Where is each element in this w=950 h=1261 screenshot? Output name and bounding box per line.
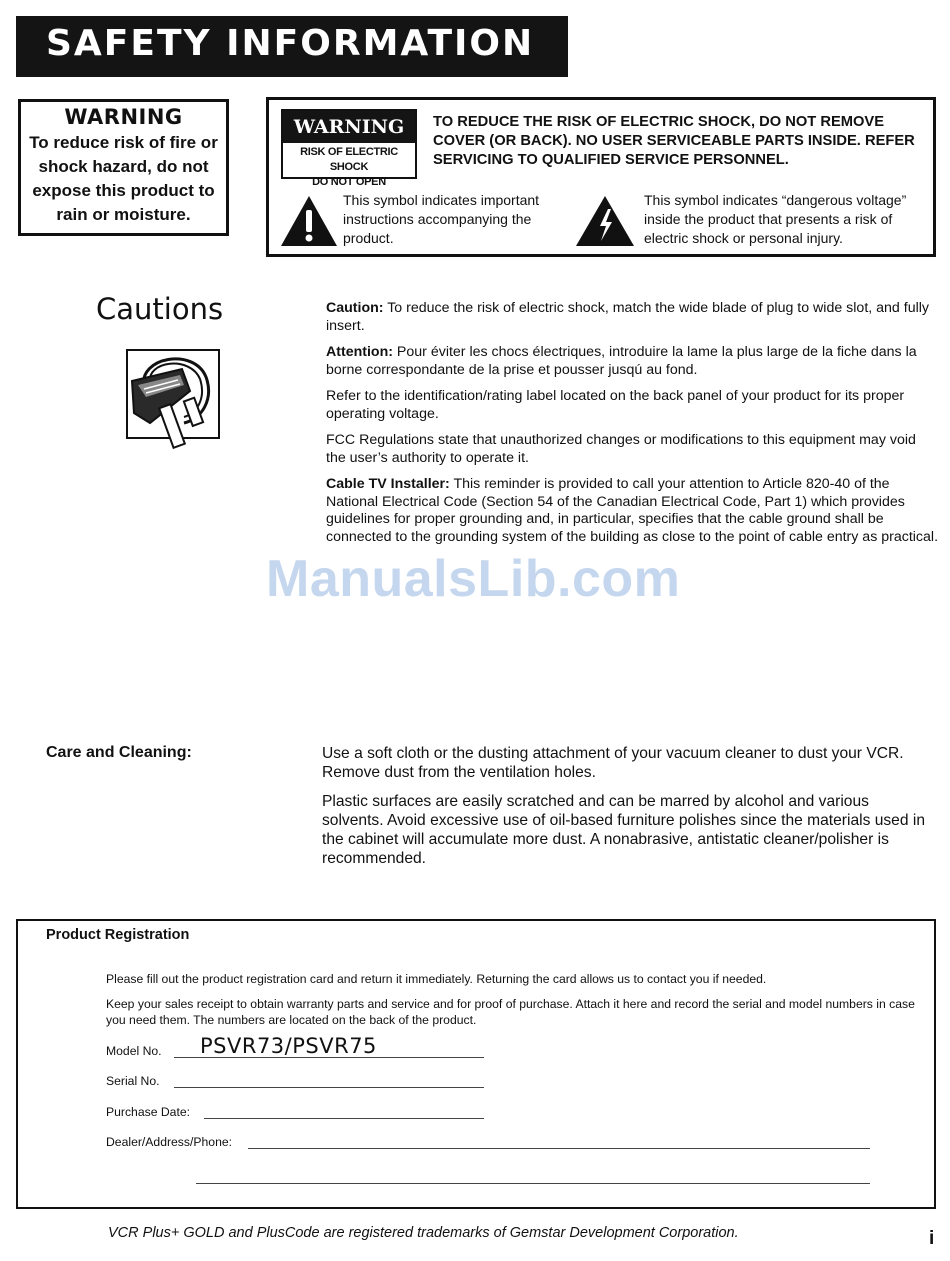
symbol1-text: This symbol indicates important instructions accompanying the product.	[343, 192, 540, 246]
shock-label-line1: RISK OF ELECTRIC SHOCK	[300, 146, 398, 173]
dealer-label: Dealer/Address/Phone:	[106, 1135, 233, 1149]
serial-line[interactable]	[174, 1087, 484, 1088]
registration-title: Product Registration	[46, 927, 190, 943]
caution-item	[326, 432, 938, 467]
caution-item	[326, 344, 938, 379]
trademark-footer: VCR Plus+ GOLD and PlusCode are registered trademarks of Gemstar Development Corporation.	[108, 1225, 739, 1241]
model-label: Model No.	[106, 1044, 162, 1058]
symbol2-text: This symbol indicates “dangerous voltage” inside the product that presents a risk of electric shock or personal injury.	[644, 192, 907, 246]
caution-item	[326, 300, 938, 335]
title-bar	[16, 16, 568, 77]
caution-item-label: Cable TV Installer:	[326, 476, 450, 492]
page-number: i	[929, 1228, 935, 1249]
model-value: PSVR73/PSVR75	[200, 1034, 377, 1058]
shock-warning-label	[281, 109, 417, 188]
caution-item-text: Pour éviter les chocs électriques, introduire la lame la plus large de la fiche dans la borne correspondante de la prise et pousser jusqú au fond.	[326, 344, 917, 378]
caution-item-text: FCC Regulations state that unauthorized changes or modifications to this equipment may void the user’s authority to operate it.	[326, 432, 916, 466]
caution-item-text: This reminder is provided to call your attention to Article 820-40 of the National Electrical Code (Section 54 of the Canadian Electrical Code, Part 1) which provides guidelines for proper grounding and, in particular, specifies that the cable ground shall be connected to the grounding system of the building as close to the point of cable entry as practical.	[326, 476, 939, 545]
shock-label-line2: DO NOT OPEN	[312, 176, 386, 188]
fire-warning-box	[18, 99, 229, 236]
caution-item	[326, 476, 938, 546]
shock-warning-text: TO REDUCE THE RISK OF ELECTRIC SHOCK, DO NOT REMOVE COVER (OR BACK). NO USER SERVICEABLE PARTS INSIDE. REFER SERVICING TO QUALIFIED SERVICE PERSONNEL.	[433, 114, 915, 168]
shock-warning-box	[266, 97, 936, 257]
registration-box	[16, 919, 936, 1209]
registration-paragraph: Please fill out the product registration card and return it immediately. Returning the card allows us to contact you if needed.	[106, 972, 767, 986]
shock-label-heading: WARNING	[283, 111, 415, 143]
caution-item-label: Attention:	[326, 344, 393, 360]
fire-warning-text: To reduce risk of fire or shock hazard, do not expose this product to rain or moisture.	[29, 133, 218, 224]
caution-item-text: To reduce the risk of electric shock, match the wide blade of plug to wide slot, and fully insert.	[326, 300, 929, 334]
purchase-date-line[interactable]	[204, 1118, 484, 1119]
caution-item-text: Refer to the identification/rating label located on the back panel of your product for its proper operating voltage.	[326, 388, 905, 422]
fire-warning-heading: WARNING	[64, 105, 183, 129]
watermark: ManualsLib.com	[266, 550, 681, 608]
serial-label: Serial No.	[106, 1074, 160, 1088]
lightning-triangle-icon	[575, 195, 635, 247]
exclamation-triangle-icon	[280, 195, 338, 247]
dealer-line[interactable]	[248, 1148, 870, 1149]
care-body	[322, 744, 928, 878]
care-label: Care and Cleaning:	[46, 744, 192, 761]
plug-illustration	[124, 347, 224, 449]
caution-item	[326, 388, 938, 423]
purchase-date-label: Purchase Date:	[106, 1105, 191, 1119]
page-title: SAFETY INFORMATION	[46, 23, 535, 64]
cautions-title: Cautions	[96, 292, 224, 326]
dealer-line-2[interactable]	[196, 1183, 870, 1184]
caution-item-label: Caution:	[326, 300, 384, 316]
registration-paragraph: Keep your sales receipt to obtain warranty parts and service and for proof of purchase. Attach it here and record the serial and model numbers in case you need them. The numbers are located on the back of the product.	[106, 997, 915, 1027]
cautions-body	[326, 300, 938, 555]
care-paragraph: Use a soft cloth or the dusting attachment of your vacuum cleaner to dust your VCR. Remove dust from the ventilation holes.	[322, 745, 904, 781]
care-paragraph: Plastic surfaces are easily scratched and can be marred by alcohol and various solvents. Avoid excessive use of oil-based furniture polishes since the materials used in the cabinet will accumulate more dust. A nonabrasive, antistatic cleaner/polisher is recommended.	[322, 793, 925, 867]
